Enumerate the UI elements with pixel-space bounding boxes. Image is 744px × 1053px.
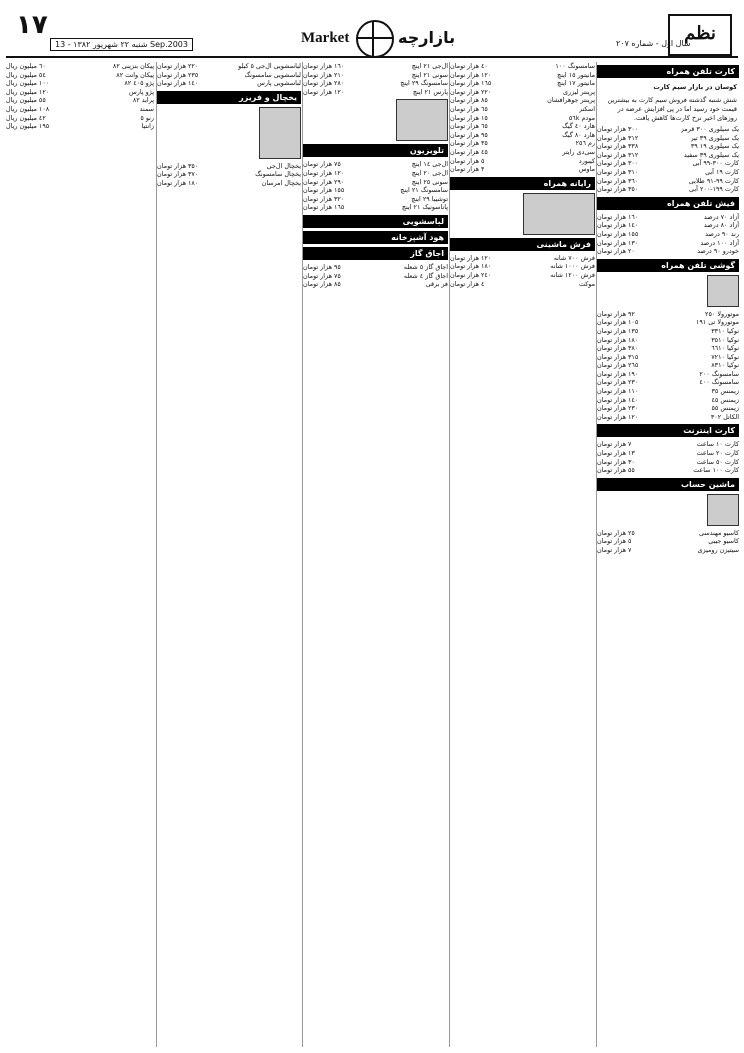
item-price: ٦٥ هزار تومان	[450, 104, 488, 113]
price-row	[450, 148, 595, 157]
item-name: پژو ٤٠٥ ٨٢	[124, 79, 154, 88]
item-name: کارت ٣٠٠-٩٩ آبی	[692, 159, 739, 168]
section-heading: رایانه همراه	[450, 177, 595, 190]
price-list	[450, 254, 595, 288]
item-name: هارد ٨٠ گیگ	[562, 130, 595, 139]
item-name: فر برقی	[425, 280, 448, 289]
price-row	[597, 230, 739, 239]
item-name: اجاق گاز ٤ شعله	[403, 271, 448, 280]
item-name: یک سیلوری ٣٩ سفید	[683, 150, 739, 159]
item-name: لباسشویی ال‌جی ٥ کیلو	[238, 62, 301, 70]
item-name: مانیتور ١٧ اینچ	[557, 79, 595, 88]
article-text: شش شنبه گذشته فروش سیم کارت به بیشترین قیمت خود رسید اما در پی افزایش عرضه در روزهای اخیر نرخ کارت‌ها کاهش یافت.	[607, 96, 737, 122]
tv-image	[396, 99, 448, 141]
price-row	[6, 79, 154, 88]
price-row	[450, 139, 595, 148]
price-row	[597, 177, 739, 186]
price-row	[597, 344, 739, 353]
item-name: سی‌دی رایتر	[562, 147, 595, 156]
price-row	[450, 254, 595, 263]
item-price: ٣٦٠ هزار تومان	[597, 176, 639, 185]
price-row	[597, 537, 739, 546]
item-name: نوکیا ٦٦١٠	[711, 344, 739, 353]
price-row	[597, 310, 739, 319]
item-name: کاسیو جیبی	[708, 537, 739, 546]
item-price: ١١٠ هزار تومان	[597, 387, 639, 396]
item-name: زانتیا	[141, 122, 154, 131]
price-row	[597, 449, 739, 458]
item-price: ١٥٥ هزار تومان	[597, 229, 639, 238]
price-row	[597, 213, 739, 222]
price-list	[597, 529, 739, 555]
price-row	[597, 546, 739, 555]
price-row	[6, 62, 154, 71]
price-row	[597, 404, 739, 413]
item-name: اسکنر	[578, 104, 595, 113]
price-row	[450, 280, 595, 289]
price-row	[303, 263, 448, 272]
item-price: ١٢٠ هزار تومان	[450, 253, 492, 262]
item-name: زیمنس ٤٥	[711, 395, 739, 404]
section-heading: اجاق گاز	[303, 247, 448, 260]
item-name: سمند	[139, 104, 154, 113]
item-price: ١٥ هزار تومان	[450, 113, 488, 122]
section-heading: یخچال و فریزر	[157, 91, 301, 104]
item-price: ١٦٠ هزار تومان	[597, 212, 639, 221]
item-price: ٦٥ هزار تومان	[450, 122, 488, 131]
item-name: پارس ٢١ اینچ	[412, 87, 448, 96]
item-name: سامسونگ ١٠٠	[555, 62, 595, 70]
item-price: ٢٥ هزار تومان	[597, 528, 635, 537]
item-name: یخچال ال‌جی	[266, 161, 301, 170]
price-row	[597, 353, 739, 362]
price-row	[597, 466, 739, 475]
phone-image	[707, 275, 739, 307]
section-heading: فرش ماشینی	[450, 238, 595, 251]
page-number: ١٧	[16, 10, 48, 40]
price-row	[6, 105, 154, 114]
price-list	[597, 310, 739, 422]
item-price: ٣٢٠ هزار تومان	[303, 194, 345, 203]
item-price: ٤٠ هزار تومان	[450, 62, 488, 70]
section-heading: گوشی تلفن همراه	[597, 259, 739, 272]
price-row	[597, 396, 739, 405]
item-price: ١٢٠ هزار تومان	[597, 412, 639, 421]
section-heading: کارت تلفن همراه	[597, 65, 739, 78]
item-price: ٧٥ هزار تومان	[303, 271, 341, 280]
price-list	[597, 440, 739, 474]
item-name: سامسونگ ٢٠٠	[699, 369, 739, 378]
price-row	[597, 239, 739, 248]
item-price: ٣١٥ هزار تومان	[597, 352, 639, 361]
item-price: ١٤٠ هزار تومان	[597, 395, 639, 404]
price-row	[597, 529, 739, 538]
price-row	[450, 105, 595, 114]
price-row	[450, 157, 595, 166]
price-row	[597, 327, 739, 336]
item-price: ٣٠٠ هزار تومان	[597, 159, 639, 168]
price-row	[450, 71, 595, 80]
item-name: کارت ١٠ ساعت	[696, 440, 739, 449]
article-title: کوسان در بازار سیم کارت	[653, 83, 737, 91]
item-name: کیبورد	[578, 156, 595, 165]
item-price: ٥٥ میلیون ریال	[6, 96, 46, 105]
item-price: ١٢٠ میلیون ریال	[6, 87, 50, 96]
item-name: کارت ١٩ آبی	[705, 167, 739, 176]
price-list	[157, 62, 301, 88]
item-name: فرش ٧٠٠ شانه	[553, 253, 595, 262]
item-price: ١٢٠ هزار تومان	[303, 168, 345, 177]
item-price: ١٦٠ هزار تومان	[303, 62, 345, 70]
item-price: ١٣٥ هزار تومان	[597, 326, 639, 335]
item-price: ٥ هزار تومان	[450, 156, 485, 165]
price-row	[597, 413, 739, 422]
price-row	[597, 221, 739, 230]
item-name: پراید ٨٢	[132, 96, 154, 105]
item-price: ٧٥ هزار تومان	[303, 160, 341, 169]
item-price: ٧ هزار تومان	[597, 440, 632, 449]
fridge-image	[259, 107, 301, 159]
item-name: ال‌جی ٢٠ اینچ	[411, 168, 448, 177]
item-name: پیکان وانت ٨٢	[116, 70, 154, 79]
bazarche-title: بازارچه	[398, 28, 456, 47]
price-row	[597, 125, 739, 134]
price-list	[303, 62, 448, 96]
item-price: ١٦٥ هزار تومان	[303, 203, 345, 212]
item-price: ٣٨٠ هزار تومان	[597, 344, 639, 353]
price-row	[597, 361, 739, 370]
price-list	[6, 62, 154, 131]
price-row	[303, 169, 448, 178]
price-row	[157, 179, 301, 188]
columns	[6, 62, 738, 1047]
item-price: ٨٥ هزار تومان	[303, 280, 341, 289]
item-price: ٥ هزار تومان	[597, 537, 632, 546]
item-price: ٤٢ میلیون ریال	[6, 113, 46, 122]
price-row	[303, 160, 448, 169]
item-price: ١٢٠ هزار تومان	[450, 70, 492, 79]
item-name: سونی ٢١ اینچ	[411, 70, 448, 79]
price-row	[303, 195, 448, 204]
item-name: نوکیا ٣٥١٠	[711, 335, 739, 344]
price-row	[597, 378, 739, 387]
item-name: سامسونگ ٤٠٠	[699, 378, 739, 387]
item-name: فرش ١٠٠٠ شانه	[550, 262, 595, 271]
column-3	[302, 62, 448, 1047]
item-price: ١٠٥ هزار تومان	[597, 318, 639, 327]
item-name: نوکیا ٣٣١٠	[711, 326, 739, 335]
item-name: پژو پارس	[128, 87, 154, 96]
item-name: نوکیا ٧٢١٠	[711, 352, 739, 361]
item-name: موتورولا تی ١٩١	[695, 318, 739, 327]
item-price: ٣١٠ هزار تومان	[597, 167, 639, 176]
laptop-image	[523, 193, 595, 235]
item-price: ١٤٠ هزار تومان	[597, 221, 639, 230]
item-name: آزاد ١٠٠ درصد	[700, 238, 739, 247]
item-price: ٢٨٠ هزار تومان	[303, 79, 345, 88]
section-heading: کارت اینترنت	[597, 424, 739, 437]
item-name: سامسونگ ٢٩ اینچ	[400, 79, 448, 88]
item-name: کارت ١٩٩-٢٠٠ آبی	[689, 185, 739, 194]
item-name: سونی ٢٥ اینچ	[411, 177, 448, 186]
item-price: ٢٩٠ هزار تومان	[303, 177, 345, 186]
price-row	[303, 88, 448, 97]
item-price: ١٨٠ هزار تومان	[450, 262, 492, 271]
calculator-image	[707, 494, 739, 526]
price-list	[303, 160, 448, 212]
item-price: ٣٠ هزار تومان	[597, 457, 635, 466]
item-price: ٢٢٠ هزار تومان	[450, 87, 492, 96]
price-row	[450, 131, 595, 140]
item-price: ٢٣٠ هزار تومان	[597, 378, 639, 387]
item-name: لباسشویی سامسونگ	[244, 70, 301, 79]
item-price: ١٢٠ هزار تومان	[303, 87, 345, 96]
column-1	[596, 62, 739, 1047]
item-price: ٣١٢ هزار تومان	[597, 150, 639, 159]
price-row	[450, 88, 595, 97]
price-list	[450, 62, 595, 174]
section-heading: فیش تلفن همراه	[597, 197, 739, 210]
item-price: ٢٢٠ هزار تومان	[157, 62, 199, 70]
item-name: پرینتر لیزری	[563, 87, 595, 96]
item-price: ٧ هزار تومان	[597, 546, 632, 554]
section-heading: هود آشپزخانه	[303, 231, 448, 244]
publication-logo: نظم	[668, 14, 732, 56]
item-price: ٣٥٠ هزار تومان	[157, 161, 199, 170]
item-name: رند ٩٠ درصد	[705, 229, 739, 238]
item-price: ٦٠ میلیون ریال	[6, 62, 46, 70]
issue-number: سال اول - شماره ٢٠٧	[616, 39, 691, 48]
item-price: ٥٥ هزار تومان	[597, 466, 635, 475]
item-name: موکت	[578, 279, 595, 288]
item-name: نوکیا ٨٣١٠	[711, 361, 739, 370]
item-name: آزاد ٨٠ درصد	[703, 221, 739, 230]
price-row	[6, 88, 154, 97]
item-price: ٢٣٠ هزار تومان	[597, 404, 639, 413]
item-name: پرینتر جوهرافشان	[547, 96, 595, 105]
price-row	[597, 142, 739, 151]
item-price: ٣٣٨ هزار تومان	[597, 142, 639, 151]
item-price: ١٩٥ میلیون ریال	[6, 122, 50, 131]
page-header	[6, 6, 738, 58]
price-row	[303, 62, 448, 71]
price-row	[303, 280, 448, 289]
column-2	[449, 62, 595, 1047]
price-list	[303, 263, 448, 289]
item-name: سیتیزن رومیزی	[697, 546, 739, 554]
price-row	[597, 151, 739, 160]
price-row	[450, 96, 595, 105]
item-name: یک سیلوری ٣٠٠ قرمز	[680, 125, 739, 133]
item-name: موتورولا ٢٥٠	[705, 309, 739, 318]
item-name: کارت ٩٩-٩١ طلایی	[688, 176, 739, 185]
price-row	[450, 79, 595, 88]
item-price: ١٩٠ هزار تومان	[597, 369, 639, 378]
item-price: ٩٥ هزار تومان	[303, 262, 341, 271]
item-name: یخچال سامسونگ	[255, 170, 301, 179]
item-price: ٣٥٠ هزار تومان	[597, 185, 639, 194]
item-name: ال‌جی ٢١ اینچ	[411, 62, 448, 70]
item-price: ١٠٨ میلیون ریال	[6, 104, 50, 113]
price-row	[597, 387, 739, 396]
item-price: ١٦٥ هزار تومان	[450, 79, 492, 88]
item-name: کارت ١٠٠ ساعت	[693, 466, 739, 475]
item-price: ٩٢ هزار تومان	[597, 309, 635, 318]
item-price: ٢٠ هزار تومان	[597, 247, 635, 256]
item-name: پاناسونیک ٢١ اینچ	[401, 203, 448, 212]
price-row	[6, 114, 154, 123]
price-row	[597, 247, 739, 256]
price-row	[303, 186, 448, 195]
section-heading: لباسشویی	[303, 215, 448, 228]
item-price: ١٣٠ هزار تومان	[597, 238, 639, 247]
price-row	[597, 159, 739, 168]
item-price: ٢٦٥ هزار تومان	[597, 361, 639, 370]
price-row	[303, 272, 448, 281]
price-row	[597, 440, 739, 449]
item-price: ٢١٠ هزار تومان	[303, 70, 345, 79]
item-name: پیکان بنزینی ٨٢	[112, 62, 154, 70]
price-row	[6, 71, 154, 80]
price-row	[450, 62, 595, 71]
price-row	[450, 262, 595, 271]
date-box: شنبه ٢٢ شهریور ١٣٨٢ - 13 Sep.2003	[50, 38, 193, 51]
item-price: ٣٧٠ هزار تومان	[157, 170, 199, 179]
item-price: ٢٣٥ هزار تومان	[157, 70, 199, 79]
price-row	[597, 318, 739, 327]
item-price: ٣٥ هزار تومان	[450, 139, 488, 148]
price-row	[597, 168, 739, 177]
item-name: سامسونگ ٢١ اینچ	[400, 186, 448, 195]
section-heading: ماشین حساب	[597, 478, 739, 491]
newspaper-page	[6, 6, 738, 1047]
price-row	[157, 62, 301, 71]
item-price: ٣ هزار تومان	[450, 165, 485, 174]
item-price: ١٨٠ هزار تومان	[157, 178, 199, 187]
item-name: فرش ١٢٠٠ شانه	[550, 270, 595, 279]
price-row	[597, 370, 739, 379]
item-name: توشیبا ٢٩ اینچ	[411, 194, 448, 203]
price-row	[303, 178, 448, 187]
item-price: ٣٠٠ هزار تومان	[597, 125, 639, 133]
item-name: یخچال امرسان	[261, 178, 301, 187]
market-logo: Market	[301, 30, 350, 46]
item-name: یک سیلوری ٣٩ تیر	[690, 133, 739, 142]
item-name: ال‌جی ١٤ اینچ	[411, 160, 448, 169]
price-row	[450, 271, 595, 280]
item-name: الکاتل ٣٠٢	[710, 412, 739, 421]
item-name: خودرو ٩٠ درصد	[697, 247, 739, 256]
price-row	[450, 114, 595, 123]
price-row	[450, 122, 595, 131]
item-name: رم ٢٥٦	[575, 139, 595, 148]
item-price: ٩٥ هزار تومان	[450, 130, 488, 139]
price-row	[303, 203, 448, 212]
globe-icon	[356, 20, 394, 58]
column-5	[6, 62, 154, 1047]
item-price: ٤ هزار تومان	[450, 279, 485, 288]
item-name: آزاد ٧٠ درصد	[703, 212, 739, 221]
price-row	[6, 96, 154, 105]
price-row	[157, 71, 301, 80]
item-price: ٨٥ هزار تومان	[450, 96, 488, 105]
section-heading: تلویزیون	[303, 144, 448, 157]
item-name: کارت ٥٠ ساعت	[696, 457, 739, 466]
item-name: زیمنس ٣٥	[711, 387, 739, 396]
item-name: کاسیو مهندسی	[699, 528, 739, 537]
item-price: ٤٥ هزار تومان	[450, 147, 488, 156]
item-price: ١٥٥ هزار تومان	[303, 186, 345, 195]
item-name: مودم ٥٦k	[568, 113, 595, 122]
price-row	[597, 458, 739, 467]
price-list	[597, 125, 739, 194]
price-row	[303, 71, 448, 80]
price-row	[597, 134, 739, 143]
price-row	[450, 165, 595, 174]
item-name: ماوس	[578, 165, 595, 174]
price-row	[6, 122, 154, 131]
item-name: کارت ٢٠ ساعت	[696, 449, 739, 458]
price-list	[157, 162, 301, 188]
price-row	[303, 79, 448, 88]
item-name: مانیتور ١٥ اینچ	[557, 70, 595, 79]
item-price: ١٠٠ میلیون ریال	[6, 79, 50, 88]
price-row	[157, 79, 301, 88]
price-row	[597, 336, 739, 345]
price-row	[157, 162, 301, 171]
price-list	[597, 213, 739, 256]
item-price: ١٤٠ هزار تومان	[157, 79, 199, 88]
item-name: یک سیلوری ١٩ ٣٩	[690, 142, 739, 151]
item-price: ٢٤٠ هزار تومان	[450, 270, 492, 279]
column-4	[156, 62, 301, 1047]
item-price: ٣١٢ هزار تومان	[597, 133, 639, 142]
item-price: ٥٤ میلیون ریال	[6, 70, 46, 79]
item-price: ١٨٠ هزار تومان	[597, 335, 639, 344]
item-name: هارد ٤٠ گیگ	[562, 122, 595, 131]
price-row	[597, 185, 739, 194]
price-row	[157, 170, 301, 179]
item-price: ١٣ هزار تومان	[597, 449, 635, 458]
item-name: اجاق گاز ٥ شعله	[403, 262, 448, 271]
item-name: رنو ٥	[140, 113, 154, 122]
item-name: زیمنس ٥٥	[711, 404, 739, 413]
item-name: لباسشویی پارس	[257, 79, 301, 88]
